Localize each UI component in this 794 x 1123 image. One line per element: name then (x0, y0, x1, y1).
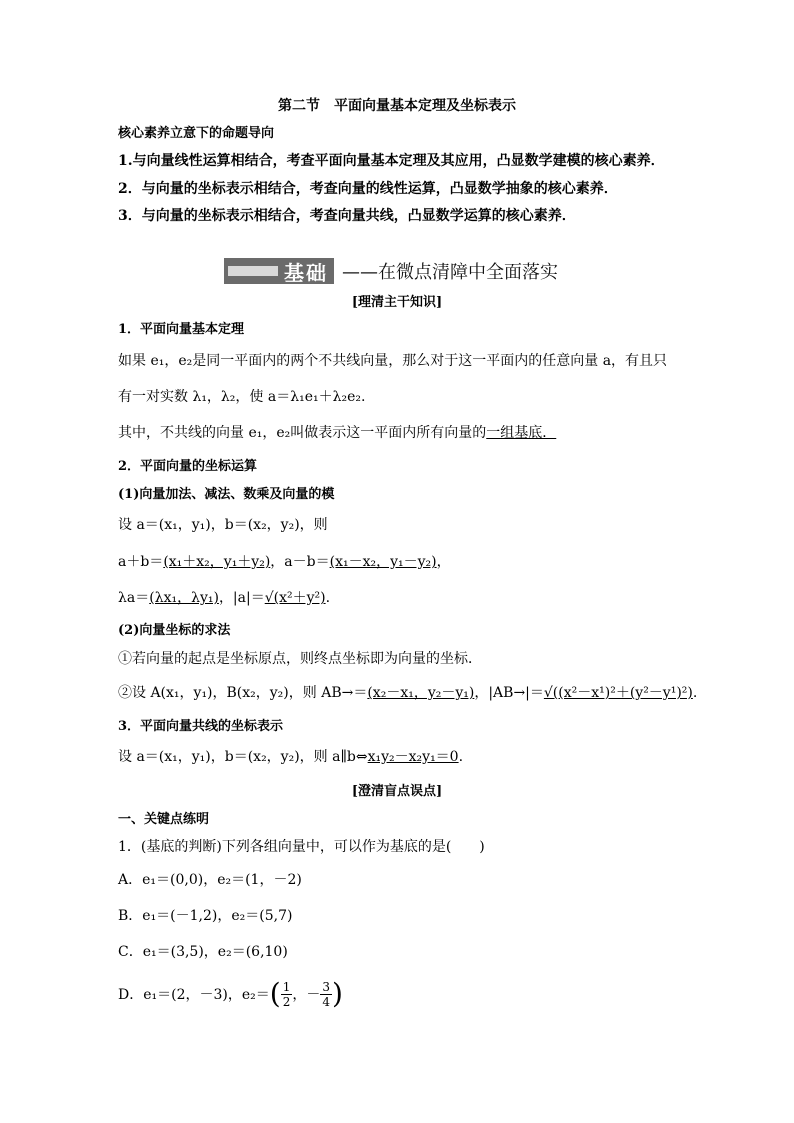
rule2-suffix: . (692, 685, 698, 701)
sub-suffix: ， (436, 554, 451, 570)
k1-line3-answer: 一组基底． (486, 425, 557, 441)
left-paren: ( (269, 977, 281, 1010)
k2-set: 设 a＝(x₁，y₁)，b＝(x₂，y₂)，则 (118, 517, 328, 533)
mod-value: √(x²＋y²) (264, 590, 326, 606)
add-prefix: a＋b＝ (118, 554, 164, 570)
sub-prefix: ，a－b＝ (270, 554, 330, 570)
option-a: A．e₁＝(0,0)，e₂＝(1，－2) (118, 872, 302, 888)
question-1: 1．(基底的判断)下列各组向量中，可以作为基底的是( ) (118, 839, 485, 855)
fraction-1 (281, 980, 293, 1009)
add-value: (x₁＋x₂，y₁＋y₂) (163, 554, 271, 570)
fraction-1-den: 2 (282, 994, 291, 1009)
k3-line (118, 748, 463, 766)
banner-word: 基础 (284, 260, 328, 285)
practice-heading: 一、关键点练明 (118, 812, 210, 827)
orientation-item-2: 2．与向量的坐标表示相结合，考查向量的线性运算，凸显数学抽象的核心素养． (118, 181, 618, 197)
sub-value: (x₁－x₂，y₁－y₂) (329, 554, 437, 570)
k3-heading: 3．平面向量共线的坐标表示 (118, 719, 284, 734)
k2-scalar-mod (118, 589, 330, 607)
fraction-2-den: 4 (322, 994, 330, 1009)
k2-sub1: (1)向量加法、减法、数乘及向量的模 (118, 487, 335, 502)
k1-line3-prefix: 其中，不共线的向量 e₁，e₂叫做表示这一平面内所有向量的 (118, 425, 487, 441)
fraction-2-num: 3 (322, 979, 330, 994)
section-banner (224, 258, 558, 284)
mod-suffix: . (325, 590, 331, 606)
k1-line2: 有一对实数 λ₁，λ₂，使 a＝λ₁e₁＋λ₂e₂. (118, 389, 366, 405)
page-title: 第二节 平面向量基本定理及坐标表示 (278, 98, 516, 114)
k3-suffix: . (458, 749, 464, 765)
fraction-1-num: 1 (282, 979, 291, 994)
k2-sub2: (2)向量坐标的求法 (118, 623, 231, 638)
option-d-sep: ，－ (292, 987, 321, 1003)
k2-add-sub (118, 553, 451, 571)
scalar-prefix: λa＝ (118, 590, 150, 606)
option-d-prefix: D．e₁＝(2，－3)，e₂＝ (118, 987, 270, 1003)
k1-heading: 1．平面向量基本定理 (118, 322, 245, 337)
orientation-item-1: 1.与向量线性运算相结合，考查平面向量基本定理及其应用，凸显数学建模的核心素养． (118, 153, 665, 169)
option-c: C．e₁＝(3,5)，e₂＝(6,10) (118, 944, 288, 960)
rule2-value: (x₂－x₁，y₂－y₁) (367, 685, 475, 701)
k3-value: x₁y₂－x₂y₁＝0 (367, 749, 459, 765)
k1-line3 (118, 424, 556, 442)
banner-bar (228, 266, 278, 276)
section-misconceptions: [澄清盲点误点] (351, 784, 443, 799)
section-knowledge: [理清主干知识] (351, 295, 443, 310)
rule2-mid: ，|AB→|＝ (474, 685, 544, 701)
rule2-prefix: ②设 A(x₁，y₁)，B(x₂，y₂)，则 AB→＝ (118, 685, 368, 701)
rule2-mod: √((x²－x¹)²＋(y²－y¹)²) (543, 685, 693, 701)
orientation-item-3: 3．与向量的坐标表示相结合，考查向量共线，凸显数学运算的核心素养． (118, 208, 576, 224)
mod-prefix: ，|a|＝ (218, 590, 265, 606)
orientation-heading: 核心素养立意下的命题导向 (118, 126, 275, 141)
k2-rule2 (118, 684, 697, 702)
k2-rule1: ①若向量的起点是坐标原点，则终点坐标即为向量的坐标． (118, 651, 482, 667)
banner-box (224, 258, 334, 284)
option-d (118, 972, 343, 1016)
option-b: B．e₁＝(－1,2)，e₂＝(5,7) (118, 908, 293, 924)
scalar-value: (λx₁，λy₁) (149, 590, 219, 606)
fraction-2 (320, 980, 332, 1009)
k3-prefix: 设 a＝(x₁，y₁)，b＝(x₂，y₂)，则 a∥b⇔ (118, 749, 368, 765)
banner-subtitle: ——在微点清障中全面落实 (342, 262, 558, 283)
k1-line1: 如果 e₁，e₂是同一平面内的两个不共线向量，那么对于这一平面内的任意向量 a，有且只 (118, 353, 668, 369)
right-paren: ) (331, 977, 343, 1010)
k2-heading: 2．平面向量的坐标运算 (118, 459, 258, 474)
